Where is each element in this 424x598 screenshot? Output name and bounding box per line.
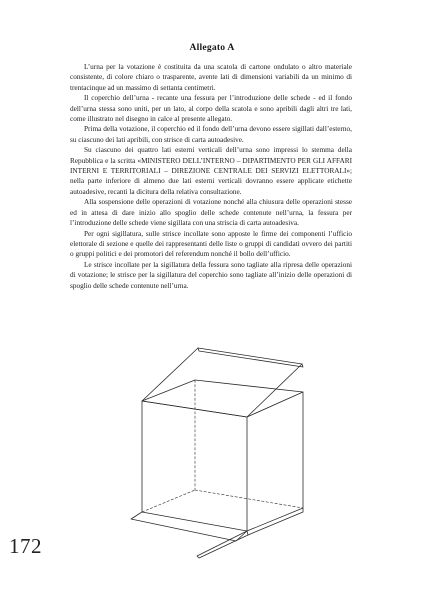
paragraph: L’urna per la votazione è costituita da una scatola di cartone ondulato o altro materiale consistente, di colore chiaro o trasparente, avente lati di dimensioni variabili da un minimo di trentacinque ad un massimo di settanta centimetri. — [70, 63, 352, 92]
paragraph: Per ogni sigillatura, sulle strisce incollate sono apposte le firme dei componenti l’ufficio elettorale di sezione e quelle dei rappresentanti delle liste o gruppi di candidati ovvero dei partiti o gruppi politici e dei promotori del referendum nonché il bollo dell’ufficio. — [70, 229, 352, 259]
lid-outline — [142, 348, 302, 417]
bottom-flap — [247, 508, 303, 535]
top-opening — [142, 380, 303, 417]
bottom-flap-back — [131, 512, 247, 541]
page-title: Allegato A — [189, 42, 235, 53]
ballot-box-drawing — [120, 345, 330, 560]
document-body — [70, 62, 352, 291]
hidden-edges — [142, 380, 303, 512]
bottom-flap-edge — [197, 531, 248, 558]
paragraph: Le strisce incollate per la sigillatura della fessura sono tagliate alla ripresa delle operazioni di votazione; le strisce per la sigillatura del coperchio sono tagliate all’inizio delle operazioni di spoglio delle schede contenute nell’urna. — [70, 260, 352, 290]
paragraph: Il coperchio dell’urna - recante una fessura per l’introduzione delle schede - ed il fondo dell’urna stessa sono uniti, per un lato, al corpo della scatola e sono apribili dagli altri tre lati, come illustrato nel disegno in calce al presente allegato. — [70, 94, 352, 124]
front-bottom-edge — [142, 512, 247, 531]
paragraph: Alla sospensione delle operazioni di votazione nonché alla chiusura delle operazioni stesse ed in attesa di dare inizio allo spoglio delle schede contenute nell’urna, la fessura per l’introduzione delle schede viene sigillata con una striscia di carta autoadesiva. — [70, 198, 352, 228]
page-number: 172 — [9, 534, 42, 558]
paragraph: Prima della votazione, il coperchio ed il fondo dell’urna devono essere sigillati dall’esterno, su ciascuno dei lati apribili, con strisce di carta autoadesive. — [70, 125, 352, 144]
paragraph: Su ciascuno dei quattro lati esterni verticali dell’urna sono impressi lo stemma della Repubblica e la scritta «MINISTERO DELL’INTERNO – DIPARTIMENTO PER GLI AFFARI INTERNI E TERRITORIALI – DIREZIONE CENTRALE DEI SERVIZI ELETTORALI»; nella parte inferiore di almeno due lati esterni verticali dovranno essere applicate etichette autoadesive, recanti la dicitura della relativa consultazione. — [70, 146, 352, 196]
lid-edge — [198, 348, 303, 367]
